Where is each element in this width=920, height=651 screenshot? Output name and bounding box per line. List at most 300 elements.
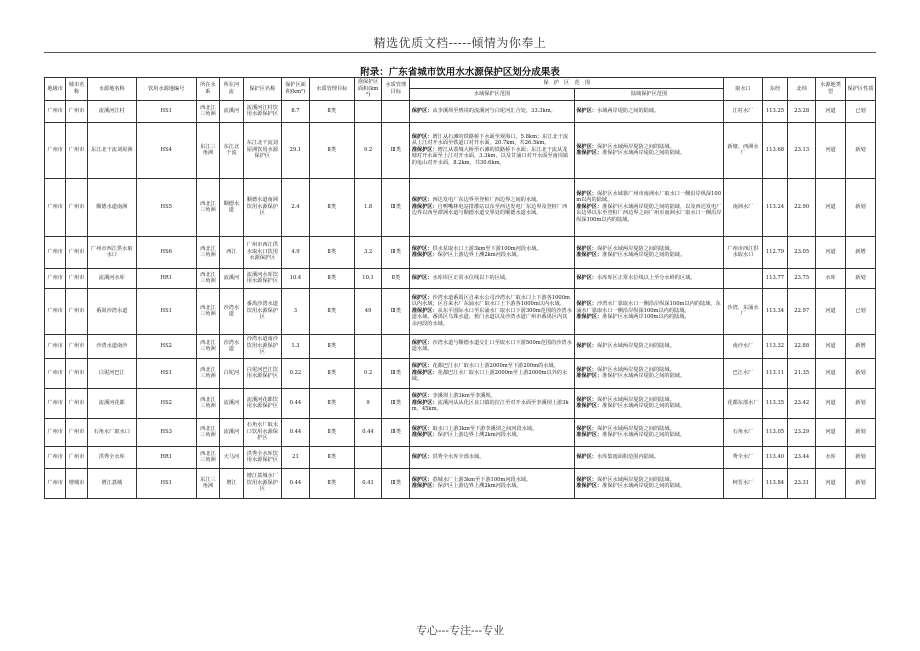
cell-quasi-area: 9 [354,388,382,418]
cell-nature: 新增 [845,236,875,268]
cell-water-target: Ⅱ类 [309,268,354,288]
cell-quasi-area: 0.44 [354,418,382,446]
protect-label: 保护区： [576,453,597,460]
cell-zone: 增江荔城水厂饮用水源保护区 [243,468,281,498]
cell-land-range [574,418,724,446]
range-text: 准保护区水域两岸堤防之间的陆域。 [602,252,686,258]
protect-label: 保护区： [411,393,433,400]
cell-lat: 23.28 [788,100,816,122]
quasi-range [412,432,572,439]
cell-system: 西北江三角洲 [196,358,219,388]
cell-type: 河道 [816,122,846,178]
cell-lon: 113.25 [762,100,788,122]
cell-county: 增城市 [66,468,87,498]
quasi-range [576,403,722,410]
quasi-range [576,373,722,380]
cell-land-range [574,388,724,418]
protect-label: 保护区： [576,476,597,483]
cell-intake: 秀全水厂 [724,446,762,468]
cell-lat: 22.97 [788,288,816,334]
range-text: 准保护区水域两岸堤防之间的陆域。 [602,373,686,379]
cell-source: 东江北干流刘屋洲 [87,122,136,178]
range-text: 保护区水域两岸堤防之间的陆域。 [596,396,675,403]
protect-label: 保护区： [576,396,597,403]
quasi-label: 准保护区： [576,373,603,379]
quasi-label: 准保护区： [411,252,438,258]
cell-type: 河道 [816,178,846,236]
cell-zone: 沙湾水道南沙饮用水源保护区 [243,334,281,358]
cell-river: 东江北干流 [220,122,243,178]
quasi-label: 准保护区： [411,307,438,314]
cell-zone: 白坭河巴江饮用水源保护区 [243,358,281,388]
cell-source: 流溪河江村 [87,100,136,122]
cell-zone: 流溪河水库饮用水源保护区 [243,268,281,288]
quasi-range [576,483,722,490]
protect-label: 保护区： [411,107,433,114]
table-row [45,236,876,268]
col-zone: 保护区名称 [243,78,281,101]
cell-zone: 石角水厂取水口饮用水源保护区 [243,418,281,446]
range-text: 保护区水域两岸堤防之间的陆域。 [596,342,675,349]
range-text: 准保护区水域两岸堤防之间的陆域。 [602,483,686,489]
cell-zone: 流溪河花都饮用水源保护区 [243,388,281,418]
cell-water-area: 0.44 [282,468,310,498]
cell-code: HS1 [136,358,196,388]
cell-lat: 23.42 [788,388,816,418]
cell-land-range [574,446,724,468]
cell-water-area: 0.22 [282,358,310,388]
cell-intake: 广州市西江供水取水口 [724,236,762,268]
cell-water-range [410,268,574,288]
cell-nature: 新划 [845,388,875,418]
cell-intake: 江村水厂 [724,100,762,122]
cell-city: 广州市 [45,334,66,358]
cell-type: 河道 [816,358,846,388]
cell-land-range [574,288,724,334]
range-text: 保护区上游边界上溯2km河段水域。 [437,483,522,489]
cell-water-range [410,288,574,334]
cell-nature: 新划 [845,358,875,388]
range-text: 自鸭嘴林电站排灌站以东至西达发电厂东边界及登桩厂西边界以西至潭洲水道与顺德水道交界处的顺德水道水域。 [411,203,568,217]
cell-code: HR1 [136,446,196,468]
cell-quasi-target [382,100,410,122]
protection-zone-table [44,77,876,499]
cell-quasi-target: Ⅲ类 [382,418,410,446]
cell-quasi-target: Ⅱ类 [382,268,410,288]
cell-lon: 113.11 [762,358,788,388]
quasi-label: 准保护区： [576,403,603,409]
cell-city: 广州市 [45,268,66,288]
cell-code: HS1 [136,468,196,498]
range-text: 洪秀全水库全部水域。 [432,453,485,460]
cell-water-target: Ⅱ类 [309,288,354,334]
quasi-label: 准保护区： [576,483,603,489]
cell-county: 广州市 [66,334,87,358]
quasi-range [412,400,572,413]
cell-nature: 新划 [845,178,875,236]
cell-lat: 23.05 [788,236,816,268]
cell-source: 增江荔城 [87,468,136,498]
quasi-label: 准保护区： [576,203,603,210]
protect-range [412,108,572,115]
cell-city: 广州市 [45,178,66,236]
quasi-label: 准保护区： [576,314,603,321]
cell-intake: 新塘、西洲水厂 [724,122,762,178]
range-text: 水域两岸堤防之间的陆域。 [596,107,660,114]
col-system: 所在水系 [196,78,219,101]
quasi-range [576,150,722,157]
cell-lat: 22.90 [788,178,816,236]
range-text: 保护区水域两岸堤防之间的陆域。 [596,425,675,432]
range-text: 水库库区正常水位线以上至分水岭的区域。 [596,274,696,281]
cell-system: 东江三角洲 [196,122,219,178]
range-text: 准保护区水域两岸堤防之间的陆域。 [602,150,686,156]
cell-quasi-target: Ⅲ类 [382,122,410,178]
quasi-range [412,308,572,328]
cell-zone: 洪秀全水库饮用水源保护区 [243,446,281,468]
cell-source: 流溪河花都 [87,388,136,418]
protect-label: 保护区： [411,245,433,252]
protect-label: 保护区： [411,363,433,370]
range-text: 沙湾水道与顺德水道交汇口至取水口下游500m范围的沙湾水道水域。 [411,339,572,352]
cell-river: 顺德水道 [220,178,243,236]
quasi-range [412,483,572,490]
cell-code: HS4 [136,122,196,178]
cell-water-range [410,468,574,498]
cell-type: 河道 [816,388,846,418]
cell-lon: 113.84 [762,468,788,498]
cell-water-area: 4.9 [282,236,310,268]
cell-water-area: 1.3 [282,334,310,358]
protect-range [576,275,722,282]
cell-water-range [410,446,574,468]
header-rule [44,52,876,53]
cell-lat: 21.35 [788,358,816,388]
cell-type: 水库 [816,268,846,288]
range-text: 准保护区水域两岸100m以内的陆域。 [602,314,690,321]
cell-county: 广州市 [66,446,87,468]
protect-label: 保护区： [576,342,597,349]
quasi-range [576,432,722,439]
cell-quasi-area [354,100,382,122]
cell-water-range [410,418,574,446]
cell-water-target: Ⅱ类 [309,236,354,268]
cell-intake: 南沙水厂 [724,334,762,358]
protect-label: 保护区： [411,453,433,460]
quasi-range [576,252,722,259]
protect-label: 保护区： [411,197,433,204]
cell-city: 广州市 [45,100,66,122]
cell-intake: 柯晋水厂 [724,468,762,498]
cell-system: 西北江三角洲 [196,178,219,236]
cell-quasi-area: 10.1 [354,268,382,288]
cell-water-range [410,178,574,236]
cell-system: 西北江三角洲 [196,388,219,418]
cell-county: 广州市 [66,388,87,418]
page-header: 精选优质文档-----倾情为你奉上 [373,36,547,50]
cell-river: 天马河 [220,446,243,468]
protect-range [412,134,572,147]
cell-system: 西北江三角洲 [196,446,219,468]
cell-quasi-target: Ⅲ类 [382,178,410,236]
cell-city: 广州市 [45,288,66,334]
cell-city: 广州市 [45,358,66,388]
cell-lon: 113.32 [762,334,788,358]
cell-county: 广州市 [66,268,87,288]
cell-code: HS6 [136,236,196,268]
cell-city: 广州市 [45,236,66,268]
cell-river: 沙湾水道 [220,334,243,358]
protect-label: 保护区： [576,274,597,281]
quasi-range [412,204,572,217]
cell-quasi-area: 0.2 [354,358,382,388]
cell-lon: 113.77 [762,268,788,288]
protect-label: 保护区： [411,274,433,281]
col-source: 水源地名称 [87,78,136,101]
col-city: 地级市 [45,78,66,101]
quasi-label: 准保护区： [576,252,603,258]
cell-nature: 新划 [845,122,875,178]
range-text: 从东平国际水口至东涌水厂取水口下游300m范围的沙湾水道水域，番禺区乌珠水道、蕉门水道以及沙湾水道广州市番禺区内其余河段的水域。 [411,307,572,327]
cell-water-range [410,122,574,178]
cell-quasi-area [354,334,382,358]
cell-water-target: Ⅱ类 [309,388,354,418]
cell-type: 河道 [816,468,846,498]
cell-water-target: Ⅱ类 [309,178,354,236]
cell-zone: 顺德水道南洲饮用水源保护区 [243,178,281,236]
quasi-label: 准保护区： [411,432,438,438]
cell-source: 沙湾水道南沙 [87,334,136,358]
table-body [45,100,876,498]
cell-county: 广州市 [66,178,87,236]
quasi-range [576,204,722,224]
protect-label: 保护区： [411,133,433,140]
cell-zone: 广州市西江供水取水口饮用水源保护区 [243,236,281,268]
cell-system: 东江三角洲 [196,468,219,498]
cell-type: 河道 [816,100,846,122]
page-footer: 专心---专注---专业 [415,624,505,637]
table-row [45,358,876,388]
col-type: 水源地类型 [816,78,846,101]
cell-city: 广州市 [45,418,66,446]
cell-nature: 新划 [845,446,875,468]
protect-label: 保护区： [411,339,433,346]
quasi-label: 准保护区： [576,150,603,156]
cell-water-range [410,358,574,388]
cell-water-area: 2.4 [282,178,310,236]
protect-label: 保护区： [576,245,597,252]
protect-label: 保护区： [576,190,597,197]
cell-lon: 112.79 [762,236,788,268]
cell-code: HS3 [136,418,196,446]
cell-quasi-area: 3.2 [354,236,382,268]
cell-county: 广州市 [66,122,87,178]
protect-range [576,108,722,115]
range-text: 沙湾水厂靠取水口一侧沿岸纵深100m以内的陆域，东涌水厂靠取水口一侧沿岸纵深100m以内的陆域。 [576,301,721,314]
cell-zone: 流溪河江村饮用水源保护区 [243,100,281,122]
cell-land-range [574,358,724,388]
quasi-range [412,252,572,259]
range-text: 供水泵取水口上游3km至下游100m河段水域。 [432,245,542,252]
cell-county: 广州市 [66,236,87,268]
cell-quasi-area [354,446,382,468]
quasi-label: 准保护区： [411,203,438,210]
cell-nature: 已划 [845,100,875,122]
col-water-area: 保护区面积(km²) [282,78,310,101]
cell-lon: 113.34 [762,288,788,334]
cell-quasi-area: 49 [354,288,382,334]
cell-city: 广州市 [45,446,66,468]
cell-quasi-target [382,334,410,358]
cell-nature: 新划 [845,418,875,446]
col-quasi-target: 水质管理目标 [382,78,410,101]
cell-water-range [410,236,574,268]
cell-intake: 石角水厂 [724,418,762,446]
table-title: 附录：广东省城市饮用水水源保护区划分成果表 [360,67,560,78]
cell-source: 洪秀全水库 [87,446,136,468]
col-river: 所在河流 [220,78,243,101]
table-row [45,446,876,468]
cell-water-target: Ⅱ类 [309,100,354,122]
cell-intake: 沙湾、东涌水厂 [724,288,762,334]
cell-quasi-area: 1.8 [354,178,382,236]
cell-quasi-area: 9.2 [354,122,382,178]
col-code: 饮用水源地编号 [136,78,196,101]
cell-river: 沙湾水道 [220,288,243,334]
cell-lat: 23.44 [788,446,816,468]
protect-label: 保护区： [411,294,433,301]
cell-city: 广州市 [45,122,66,178]
table-row [45,288,876,334]
cell-river: 西江 [220,236,243,268]
cell-type: 河道 [816,334,846,358]
cell-type: 河道 [816,236,846,268]
table-row [45,268,876,288]
protect-label: 保护区： [576,143,597,150]
cell-county: 广州市 [66,288,87,334]
protect-label: 保护区： [576,366,597,373]
cell-zone: 东江北干流刘屋洲饮用水源保护区 [243,122,281,178]
cell-intake [724,268,762,288]
cell-system: 西北江三角洲 [196,100,219,122]
range-text: 准保护区水域两岸堤防之间的陆域。 [602,432,686,438]
cell-lat: 23.75 [788,268,816,288]
protect-range [412,295,572,308]
protect-label: 保护区： [576,425,597,432]
cell-water-target: Ⅱ类 [309,418,354,446]
cell-nature: 新划 [845,468,875,498]
quasi-label: 准保护区： [576,432,603,438]
cell-water-area: 0.44 [282,418,310,446]
cell-system: 西北江三角洲 [196,334,219,358]
col-lon: 东经 [762,78,788,101]
table-row [45,388,876,418]
col-intake: 取水口 [724,78,762,101]
range-text: 花都巴江水厂取水口上游2000m至上游2000m以外的水域。 [411,369,568,383]
range-text: 保护区水域两岸堤防之间的陆域。 [596,245,675,252]
range-text: 保护区水域两岸堤防之间的陆域。 [596,366,675,373]
cell-nature: 已划 [845,288,875,334]
protect-range [412,275,572,282]
table-row [45,418,876,446]
range-text: 花都巴江水厂取水口上游2000m至下游200m的水域。 [432,363,559,370]
range-text: 李溪坝上游3km至李溪坝。 [432,393,496,400]
cell-source: 广州市西江供水取水口 [87,236,136,268]
range-text: 增江从石滩的铁路桥下水面至观海口，5.8km；东江北干流从上江对开水面至铁道口对开水面，20.7km，共26.5km。 [411,133,569,147]
cell-type: 河道 [816,418,846,446]
protect-range [576,343,722,350]
col-range: 保 护 区 范 围 [410,78,724,89]
cell-code: HS1 [136,100,196,122]
cell-source: 流溪河水库 [87,268,136,288]
cell-water-range [410,100,574,122]
cell-code: HS2 [136,388,196,418]
cell-water-area: 8.7 [282,100,310,122]
range-text: 保护区水域两岸堤防之间的陆域。 [596,143,675,150]
cell-river: 流溪河 [220,418,243,446]
cell-water-target: Ⅱ类 [309,446,354,468]
cell-lon: 113.68 [762,122,788,178]
range-text: 保护区上游边界上溯2km河段水域。 [437,252,522,258]
cell-water-area: 29.1 [282,122,310,178]
range-text: 保护区水域两岸堤防之间的陆域。 [596,476,675,483]
cell-water-area: 3 [282,288,310,334]
cell-type: 水库 [816,446,846,468]
cell-lat: 23.31 [788,468,816,498]
cell-river: 增江 [220,468,243,498]
quasi-label: 准保护区： [411,399,438,406]
cell-county: 广州市 [66,358,87,388]
cell-quasi-area: 0.41 [354,468,382,498]
cell-intake: 巴江水厂 [724,358,762,388]
cell-quasi-target: Ⅲ类 [382,388,410,418]
col-land-range: 陆域保护区范围 [574,89,724,100]
protect-range [576,191,722,204]
quasi-label: 准保护区： [411,483,438,489]
range-text: 沙湾水道番禺区自来水公司沙湾水厂取水口上下游各1000m以内水域；区自来水厂东涌水厂取水口上下游各1000m以内水域。 [411,294,570,308]
protect-range [412,454,572,461]
cell-water-target: Ⅱ类 [309,468,354,498]
range-text: 流溪河从从化区良口镇的拉江至对开水面至李溪坝上游3km，45km。 [411,399,569,413]
cell-land-range [574,122,724,178]
cell-land-range [574,268,724,288]
quasi-label: 准保护区： [411,146,438,153]
quasi-label: 准保护区： [411,369,438,376]
table-row [45,334,876,358]
cell-water-range [410,388,574,418]
range-text: 准保护区水域两岸堤防之间的陆域，以及西达发电厂东边界以东至登桩厂西边界之间广州市南洲水厂取水口一侧沿岸纵深100m以内的陆域。 [576,203,722,223]
cell-lat: 23.29 [788,418,816,446]
cell-lon: 113.24 [762,178,788,236]
cell-water-target: Ⅱ类 [309,334,354,358]
cell-intake: 花都东部水厂 [724,388,762,418]
cell-code: HR1 [136,268,196,288]
cell-land-range [574,100,724,122]
table-row [45,178,876,236]
quasi-range [412,370,572,383]
cell-county: 广州市 [66,418,87,446]
cell-lat: 22.88 [788,334,816,358]
cell-source: 白坭河巴江 [87,358,136,388]
cell-system: 西北江三角洲 [196,268,219,288]
col-water-range: 水域保护区范围 [410,89,574,100]
cell-river: 白坭河 [220,358,243,388]
protect-range [576,454,722,461]
cell-system: 西北江三角洲 [196,418,219,446]
cell-water-range [410,334,574,358]
protect-range [412,340,572,353]
table-row [45,100,876,122]
